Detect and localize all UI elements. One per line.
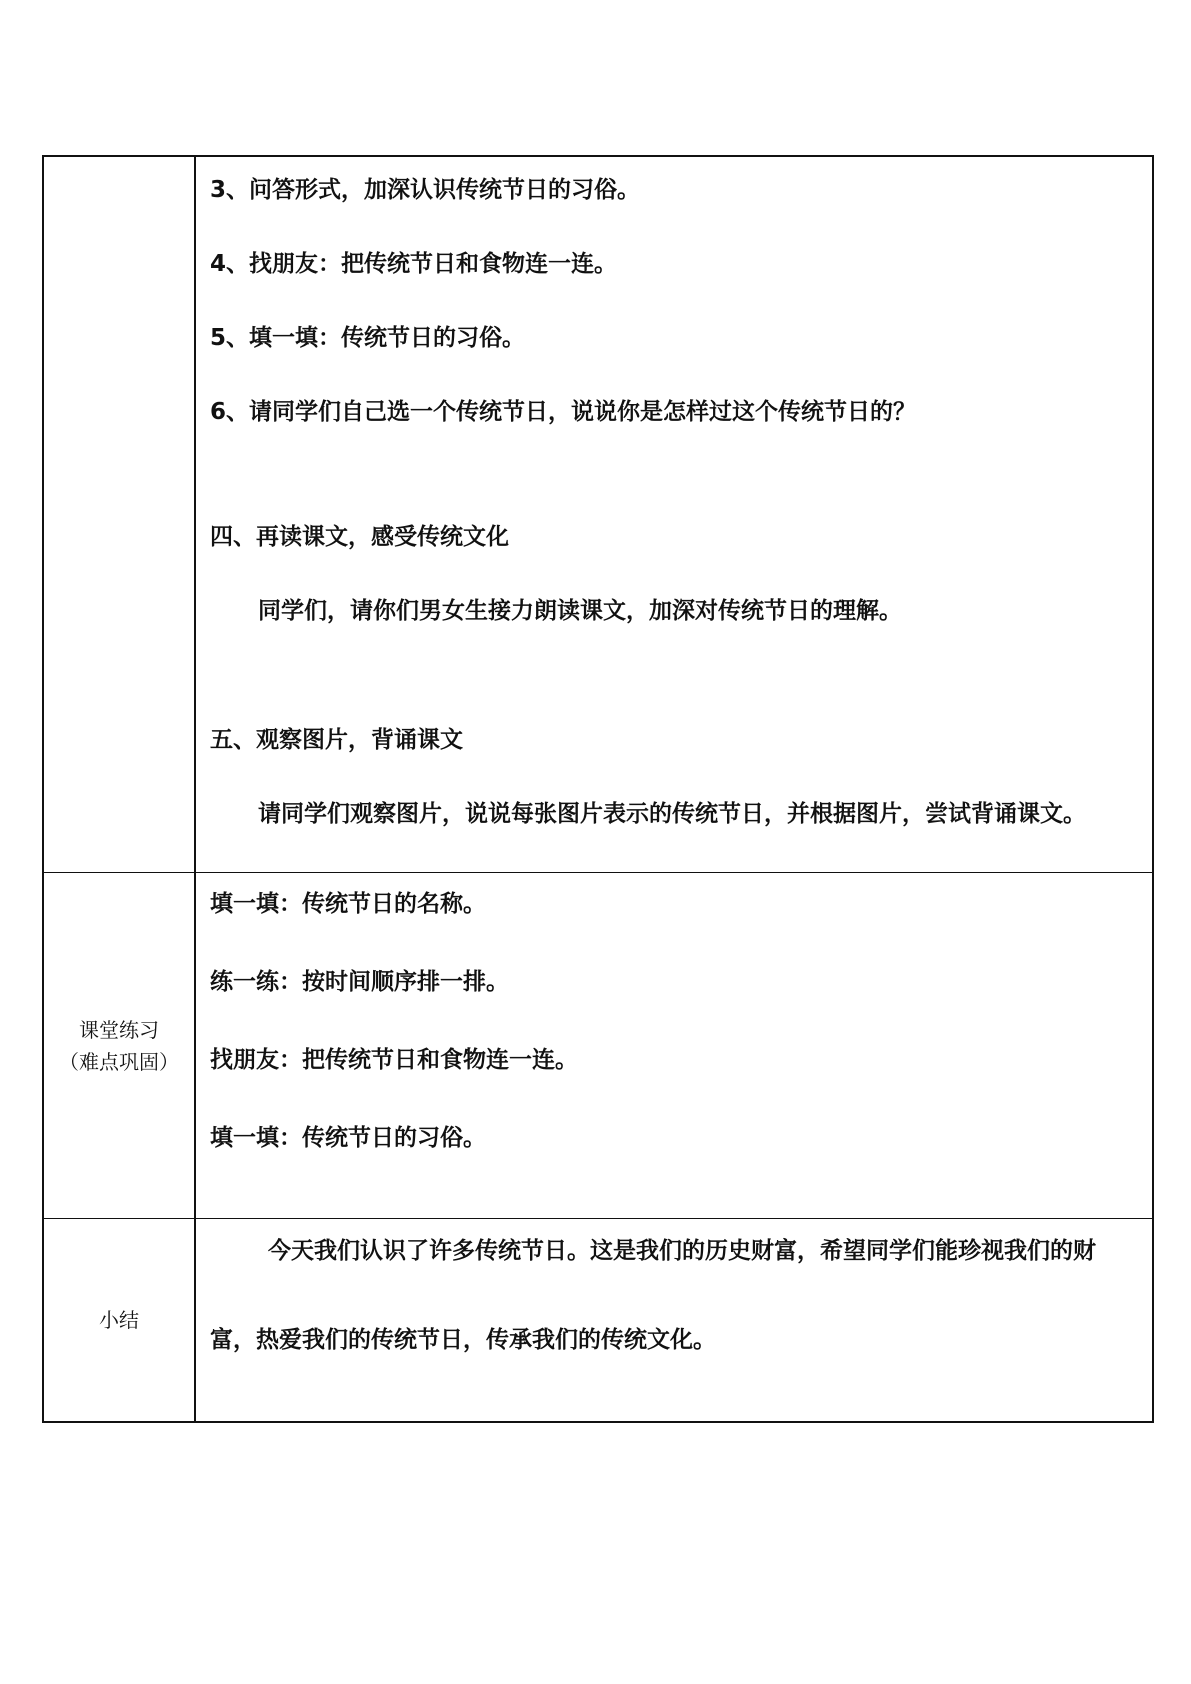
process-item: 5、填一填：传统节日的习俗。 xyxy=(210,325,526,351)
part4-heading: 四、再读课文，感受传统文化 xyxy=(210,524,509,550)
part4-text: 同学们，请你们男女生接力朗读课文，加深对传统节日的理解。 xyxy=(258,598,902,624)
practice-label: 课堂练习 xyxy=(79,1017,159,1042)
practice-item: 找朋友：把传统节日和食物连一连。 xyxy=(210,1047,578,1073)
summary-text-line: 富，热爱我们的传统节日，传承我们的传统文化。 xyxy=(210,1327,716,1353)
process-item: 3、问答形式，加深认识传统节日的习俗。 xyxy=(210,177,641,203)
practice-label-cell xyxy=(44,873,194,1218)
process-item: 4、找朋友：把传统节日和食物连一连。 xyxy=(210,251,618,277)
summary-text-line: 今天我们认识了许多传统节日。这是我们的历史财富，希望同学们能珍视我们的财 xyxy=(268,1238,1096,1264)
part5-heading: 五、观察图片，背诵课文 xyxy=(210,727,463,753)
practice-item: 练一练：按时间顺序排一排。 xyxy=(210,969,509,995)
process-content-cell xyxy=(196,157,1152,872)
lesson-plan-table xyxy=(42,155,1154,1423)
practice-sublabel: （难点巩固） xyxy=(59,1049,179,1074)
practice-item: 填一填：传统节日的习俗。 xyxy=(210,1125,486,1151)
practice-item: 填一填：传统节日的名称。 xyxy=(210,891,486,917)
summary-content-cell xyxy=(196,1219,1152,1421)
process-item: 6、请同学们自己选一个传统节日，说说你是怎样过这个传统节日的？ xyxy=(210,399,917,425)
summary-label-cell xyxy=(44,1219,194,1421)
practice-content-cell xyxy=(196,873,1152,1218)
summary-label: 小结 xyxy=(99,1308,139,1332)
part5-text: 请同学们观察图片，说说每张图片表示的传统节日，并根据图片，尝试背诵课文。 xyxy=(258,801,1086,827)
process-label-cell xyxy=(44,157,194,872)
